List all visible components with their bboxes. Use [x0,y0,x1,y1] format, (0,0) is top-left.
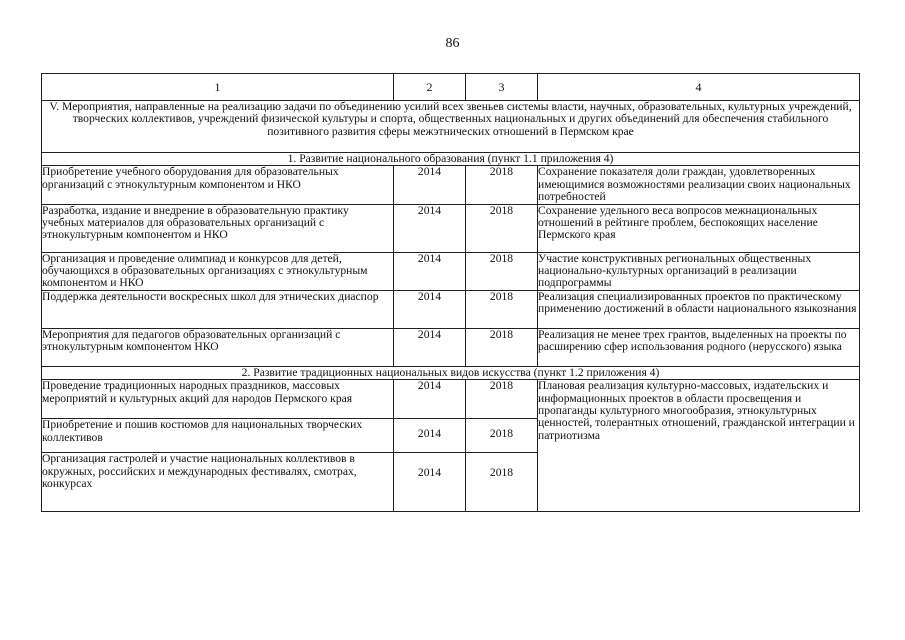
end-year-cell: 2018 [466,204,538,252]
subsection-title-row [42,153,860,166]
start-year-cell: 2014 [394,204,466,252]
activity-cell: Приобретение учебного оборудования для образовательных организаций с этнокультурным компонентом и НКО [42,166,394,204]
activity-cell: Мероприятия для педагогов образовательных организаций с этнокультурным компонентом НКО [42,328,394,366]
result-cell: Сохранение показателя доли граждан, удовлетворенных имеющимися возможностями реализации своих национальных потребностей [538,166,860,204]
column-header-1: 1 [42,74,394,101]
start-year-cell: 2014 [394,380,466,419]
end-year-cell: 2018 [466,290,538,328]
start-year-cell: 2014 [394,290,466,328]
table-row [42,252,860,290]
page-number: 86 [445,36,460,51]
column-header-row [42,74,860,101]
activity-cell: Разработка, издание и внедрение в образовательную практику учебных материалов для образовательных организаций с этнокультурным компонентом и НКО [42,204,394,252]
section-title: V. Мероприятия, направленные на реализацию задачи по объединению усилий всех звеньев системы власти, научных, образовательных, культурных учреждений, творческих коллективов, учреждений физической культуры и спорта, общественных национальных и других объединений для обеспечения стабильного позитивного развития сферы межэтнических отношений в Пермском крае [42,101,860,153]
table-row [42,204,860,252]
table-row [42,290,860,328]
result-cell: Реализация специализированных проектов по практическому применению достижений в области национального языкознания [538,290,860,328]
activity-cell: Проведение традиционных народных праздников, массовых мероприятий и культурных акций для народов Пермского края [42,380,394,419]
start-year-cell: 2014 [394,419,466,453]
end-year-cell: 2018 [466,166,538,204]
subsection-title: 2. Развитие традиционных национальных видов искусства (пункт 1.2 приложения 4) [42,366,860,379]
start-year-cell: 2014 [394,328,466,366]
section-title-row [42,101,860,153]
column-header-2: 2 [394,74,466,101]
table-row [42,166,860,204]
activity-cell: Поддержка деятельности воскресных школ для этнических диаспор [42,290,394,328]
result-cell: Реализация не менее трех грантов, выделенных на проекты по расширению сфер использования родного (нерусского) языка [538,328,860,366]
end-year-cell: 2018 [466,453,538,512]
end-year-cell: 2018 [466,380,538,419]
activity-cell: Организация и проведение олимпиад и конкурсов для детей, обучающихся в образовательных организациях с этнокультурным компонентом и НКО [42,252,394,290]
activity-cell: Организация гастролей и участие национальных коллективов в окружных, российских и международных фестивалях, смотрах, конкурсах [42,453,394,512]
table-row [42,380,860,419]
end-year-cell: 2018 [466,252,538,290]
subsection-title: 1. Развитие национального образования (пункт 1.1 приложения 4) [42,153,860,166]
start-year-cell: 2014 [394,453,466,512]
shared-result-cell: Плановая реализация культурно-массовых, издательских и информационных проектов в области просвещения и пропаганды культурного многообразия, этнокультурных ценностей, толерантных отношений, гражданской интеграции и патриотизма [538,380,860,512]
program-activities-table [41,73,860,512]
result-cell: Участие конструктивных региональных общественных национально-культурных организаций в реализации подпрограммы [538,252,860,290]
column-header-4: 4 [538,74,860,101]
start-year-cell: 2014 [394,166,466,204]
subsection-title-row [42,366,860,379]
table-row [42,328,860,366]
end-year-cell: 2018 [466,328,538,366]
activity-cell: Приобретение и пошив костюмов для национальных творческих коллективов [42,419,394,453]
result-cell: Сохранение удельного веса вопросов межнациональных отношений в рейтинге проблем, беспокоящих население Пермского края [538,204,860,252]
start-year-cell: 2014 [394,252,466,290]
end-year-cell: 2018 [466,419,538,453]
column-header-3: 3 [466,74,538,101]
